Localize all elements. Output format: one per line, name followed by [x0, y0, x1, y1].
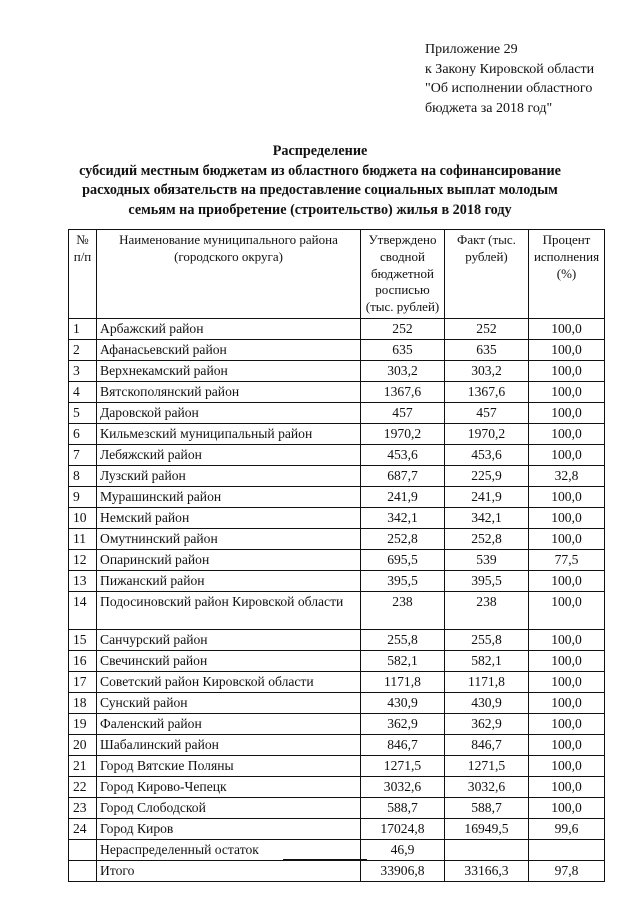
cell-fact: 3032,6 — [445, 777, 529, 798]
cell-approved: 846,7 — [361, 735, 445, 756]
cell-fact: 395,5 — [445, 571, 529, 592]
cell-approved: 362,9 — [361, 714, 445, 735]
table-row — [69, 630, 605, 651]
cell-no: 2 — [69, 340, 97, 361]
cell-fact: 238 — [445, 592, 529, 630]
cell-no: 14 — [69, 592, 97, 630]
header-approved: Утверждено сводной бюджетной росписью (тыс. рублей) — [361, 230, 445, 319]
title-line: субсидий местным бюджетам из областного бюджета на софинансирование — [79, 162, 561, 179]
table-row — [69, 672, 605, 693]
table-row — [69, 340, 605, 361]
cell-fact: 225,9 — [445, 466, 529, 487]
cell-percent: 100,0 — [529, 693, 605, 714]
subsidy-table — [68, 229, 605, 882]
cell-percent: 100,0 — [529, 445, 605, 466]
cell-fact: 303,2 — [445, 361, 529, 382]
cell-name: Афанасьевский район — [97, 340, 361, 361]
cell-name: Опаринский район — [97, 550, 361, 571]
cell-fact: 33166,3 — [445, 861, 529, 882]
cell-no: 8 — [69, 466, 97, 487]
cell-fact: 1171,8 — [445, 672, 529, 693]
cell-no: 24 — [69, 819, 97, 840]
cell-fact: 453,6 — [445, 445, 529, 466]
table-row — [69, 693, 605, 714]
cell-name: Санчурский район — [97, 630, 361, 651]
header-fact: Факт (тыс. рублей) — [445, 230, 529, 319]
cell-no: 1 — [69, 319, 97, 340]
cell-approved: 17024,8 — [361, 819, 445, 840]
cell-approved: 582,1 — [361, 651, 445, 672]
cell-percent: 100,0 — [529, 361, 605, 382]
cell-approved: 255,8 — [361, 630, 445, 651]
cell-fact: 635 — [445, 340, 529, 361]
cell-approved: 695,5 — [361, 550, 445, 571]
title-line: Распределение — [272, 143, 368, 159]
cell-no: 6 — [69, 424, 97, 445]
table-row — [69, 319, 605, 340]
cell-name: Город Кирово-Чепецк — [97, 777, 361, 798]
cell-fact: 1271,5 — [445, 756, 529, 777]
cell-name: Немский район — [97, 508, 361, 529]
cell-approved: 635 — [361, 340, 445, 361]
cell-name: Даровской район — [97, 403, 361, 424]
cell-name: Советский район Кировской области — [97, 672, 361, 693]
cell-fact: 342,1 — [445, 508, 529, 529]
cell-percent: 100,0 — [529, 382, 605, 403]
cell-percent: 32,8 — [529, 466, 605, 487]
cell-no: 12 — [69, 550, 97, 571]
cell-no: 20 — [69, 735, 97, 756]
table-row — [69, 487, 605, 508]
cell-name: Кильмезский муниципальный район — [97, 424, 361, 445]
appendix-line: "Об исполнении областного — [425, 81, 593, 96]
cell-approved: 430,9 — [361, 693, 445, 714]
cell-no — [69, 840, 97, 861]
header-no: № п/п — [69, 230, 97, 319]
table-row — [69, 424, 605, 445]
cell-fact: 539 — [445, 550, 529, 571]
cell-no — [69, 861, 97, 882]
cell-no: 9 — [69, 487, 97, 508]
cell-percent: 97,8 — [529, 861, 605, 882]
cell-approved: 3032,6 — [361, 777, 445, 798]
appendix-line: бюджета за 2018 год" — [425, 100, 553, 116]
table-row — [69, 777, 605, 798]
cell-no: 11 — [69, 529, 97, 550]
table-row — [69, 651, 605, 672]
cell-approved: 241,9 — [361, 487, 445, 508]
cell-approved: 588,7 — [361, 798, 445, 819]
cell-name: Вятскополянский район — [97, 382, 361, 403]
cell-percent — [529, 840, 605, 861]
cell-fact: 1970,2 — [445, 424, 529, 445]
cell-approved: 687,7 — [361, 466, 445, 487]
cell-percent: 100,0 — [529, 529, 605, 550]
table-header-row — [69, 230, 605, 319]
table-row — [69, 798, 605, 819]
cell-fact: 241,9 — [445, 487, 529, 508]
cell-no: 4 — [69, 382, 97, 403]
divider-line — [283, 859, 367, 860]
cell-approved: 1271,5 — [361, 756, 445, 777]
cell-percent: 99,6 — [529, 819, 605, 840]
table-row — [69, 861, 605, 882]
cell-percent: 100,0 — [529, 340, 605, 361]
cell-fact: 16949,5 — [445, 819, 529, 840]
cell-fact: 362,9 — [445, 714, 529, 735]
cell-name: Омутнинский район — [97, 529, 361, 550]
table-row — [69, 756, 605, 777]
cell-no: 19 — [69, 714, 97, 735]
title-line: расходных обязательств на предоставление социальных выплат молодым — [82, 182, 558, 198]
cell-name: Лебяжский район — [97, 445, 361, 466]
cell-fact: 255,8 — [445, 630, 529, 651]
cell-fact: 252 — [445, 319, 529, 340]
title-line: семьям на приобретение (строительство) жилья в 2018 году — [128, 201, 512, 218]
cell-percent: 100,0 — [529, 777, 605, 798]
table-row — [69, 466, 605, 487]
cell-no: 21 — [69, 756, 97, 777]
table-row — [69, 529, 605, 550]
cell-name: Пижанский район — [97, 571, 361, 592]
cell-name: Свечинский район — [97, 651, 361, 672]
cell-percent: 100,0 — [529, 508, 605, 529]
cell-approved: 33906,8 — [361, 861, 445, 882]
table-row — [69, 550, 605, 571]
cell-name: Подосиновский район Кировской области — [97, 592, 361, 630]
table-row — [69, 508, 605, 529]
cell-name: Верхнекамский район — [97, 361, 361, 382]
cell-fact: 252,8 — [445, 529, 529, 550]
cell-no: 15 — [69, 630, 97, 651]
cell-percent: 100,0 — [529, 651, 605, 672]
cell-no: 10 — [69, 508, 97, 529]
table-row — [69, 735, 605, 756]
cell-percent: 100,0 — [529, 424, 605, 445]
cell-no: 3 — [69, 361, 97, 382]
table-row — [69, 403, 605, 424]
cell-percent: 100,0 — [529, 592, 605, 630]
cell-approved: 252 — [361, 319, 445, 340]
cell-fact: 430,9 — [445, 693, 529, 714]
cell-percent: 100,0 — [529, 798, 605, 819]
table-row — [69, 571, 605, 592]
header-name: Наименование муниципального района (городского округа) — [97, 230, 361, 319]
cell-percent: 100,0 — [529, 756, 605, 777]
cell-name: Итого — [97, 861, 361, 882]
table-body — [69, 319, 605, 882]
table-row — [69, 840, 605, 861]
cell-approved: 1367,6 — [361, 382, 445, 403]
cell-no: 16 — [69, 651, 97, 672]
table-row — [69, 361, 605, 382]
cell-percent: 100,0 — [529, 714, 605, 735]
cell-name: Арбажский район — [97, 319, 361, 340]
cell-fact: 457 — [445, 403, 529, 424]
table-row — [69, 819, 605, 840]
cell-no: 22 — [69, 777, 97, 798]
cell-no: 5 — [69, 403, 97, 424]
appendix-line: к Закону Кировской области — [425, 61, 595, 77]
cell-no: 18 — [69, 693, 97, 714]
cell-name: Город Вятские Поляны — [97, 756, 361, 777]
cell-percent: 100,0 — [529, 571, 605, 592]
cell-no: 17 — [69, 672, 97, 693]
cell-approved: 457 — [361, 403, 445, 424]
cell-approved: 1970,2 — [361, 424, 445, 445]
header-percent: Процент исполнения (%) — [529, 230, 605, 319]
cell-approved: 46,9 — [361, 840, 445, 861]
cell-approved: 1171,8 — [361, 672, 445, 693]
cell-fact: 1367,6 — [445, 382, 529, 403]
cell-name: Город Слободской — [97, 798, 361, 819]
cell-approved: 453,6 — [361, 445, 445, 466]
cell-percent: 100,0 — [529, 672, 605, 693]
table-row — [69, 445, 605, 466]
cell-name: Город Киров — [97, 819, 361, 840]
table-row — [69, 592, 605, 630]
cell-no: 7 — [69, 445, 97, 466]
cell-percent: 77,5 — [529, 550, 605, 571]
cell-no: 13 — [69, 571, 97, 592]
cell-no: 23 — [69, 798, 97, 819]
cell-name: Фаленский район — [97, 714, 361, 735]
table-row — [69, 714, 605, 735]
cell-percent: 100,0 — [529, 403, 605, 424]
appendix-line: Приложение 29 — [425, 42, 518, 57]
cell-fact: 582,1 — [445, 651, 529, 672]
cell-percent: 100,0 — [529, 735, 605, 756]
table-row — [69, 382, 605, 403]
document-title — [60, 142, 580, 220]
appendix-block — [425, 40, 594, 118]
cell-name: Сунский район — [97, 693, 361, 714]
cell-approved: 303,2 — [361, 361, 445, 382]
cell-approved: 238 — [361, 592, 445, 630]
cell-approved: 252,8 — [361, 529, 445, 550]
cell-approved: 342,1 — [361, 508, 445, 529]
cell-percent: 100,0 — [529, 319, 605, 340]
cell-percent: 100,0 — [529, 630, 605, 651]
cell-approved: 395,5 — [361, 571, 445, 592]
cell-fact — [445, 840, 529, 861]
cell-name: Мурашинский район — [97, 487, 361, 508]
cell-name: Шабалинский район — [97, 735, 361, 756]
cell-fact: 846,7 — [445, 735, 529, 756]
cell-name: Нераспределенный остаток — [97, 840, 361, 861]
cell-name: Лузский район — [97, 466, 361, 487]
cell-percent: 100,0 — [529, 487, 605, 508]
cell-fact: 588,7 — [445, 798, 529, 819]
